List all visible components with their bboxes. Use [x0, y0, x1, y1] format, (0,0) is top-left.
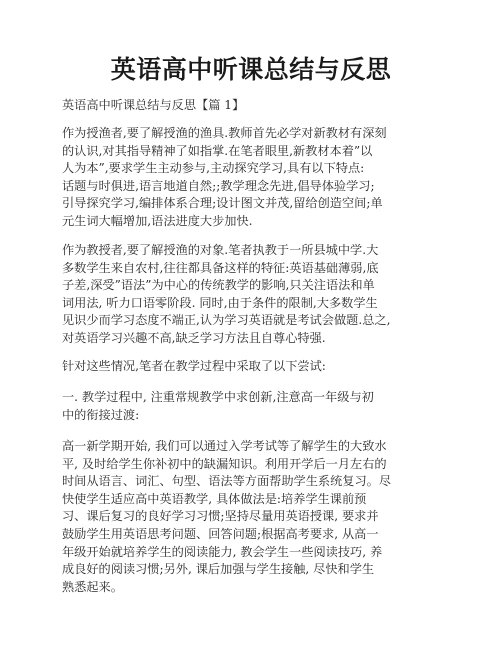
- paragraph-line: 词用法, 听力口语零阶段. 同时,由于条件的限制,大多数学生: [62, 295, 378, 310]
- paragraph-line: 年级开始就培养学生的阅读能力, 教会学生一些阅读技巧, 养: [62, 544, 383, 559]
- paragraph-line: 的认识,对其指导精神了如指掌.在笔者眼里,新教材本着”以: [62, 143, 373, 158]
- paragraph-line: 平, 及时给学生你补初中的缺漏知识。利用开学后一月左右的: [62, 456, 387, 471]
- paragraph-line: 引导探究学习,编排体系合理;设计图文并茂,留给创造空间;单: [62, 196, 383, 211]
- paragraph-line: 中的衔接过渡:: [62, 407, 140, 422]
- paragraph-line: 习、课后复习的良好学习习惯;坚持尽量用英语授课, 要求并: [62, 509, 379, 524]
- paragraph-line: 熟悉起来。: [62, 579, 123, 594]
- paragraph-line: 多数学生来自农村,往往都具备这样的特征:英语基础薄弱,底: [62, 260, 379, 275]
- paragraph-4: [62, 389, 442, 424]
- paragraph-line: 一. 教学过程中, 注重常规教学中求创新,注意高一年级与初: [62, 390, 374, 404]
- paragraph-line: 快使学生适应高中英语教学, 具体做法是:培养学生课前预: [62, 491, 367, 506]
- paragraph-5: [62, 438, 442, 596]
- document-title: 英语高中听课总结与反思: [110, 55, 392, 84]
- paragraph-line: 子差,深受”语法”为中心的传统教学的影响,只关注语法和单: [62, 278, 375, 293]
- section-heading: [62, 97, 442, 115]
- paragraph-line: 时间从语言、词汇、句型、语法等方面帮助学生系统复习。尽: [62, 474, 392, 489]
- paragraph-1: [62, 125, 442, 231]
- paragraph-2: [62, 242, 442, 348]
- section-heading-text: 英语高中听课总结与反思【篇 1】: [62, 98, 245, 112]
- paragraph-line: 话题与时俱进,语言地道自然;;教学理念先进,倡导体验学习;: [62, 178, 375, 193]
- paragraph-line: 鼓励学生用英语思考问题、回答问题;根据高考要求, 从高一: [62, 526, 379, 541]
- paragraph-line: 元生词大幅增加,语法进度大步加快.: [62, 213, 253, 228]
- paragraph-line: 人为本”,要求学生主动参与,主动探究学习,具有以下特点:: [62, 161, 365, 176]
- paragraph-line: 对英语学习兴趣不高,缺乏学习方法且自尊心特强.: [62, 330, 326, 345]
- paragraph-line: 成良好的阅读习惯;另外, 课后加强与学生接触, 尽快和学生: [62, 562, 375, 577]
- paragraph-3: [62, 358, 442, 376]
- paragraph-line: 针对这些情况,笔者在教学过程中采取了以下尝试:: [62, 359, 326, 373]
- paragraph-line: 作为教授者,要了解授渔的对象.笔者执教于一所县城中学.大: [62, 243, 379, 257]
- paragraph-line: 高一新学期开始, 我们可以通过入学考试等了解学生的大致水: [62, 439, 387, 453]
- paragraph-line: 作为授渔者,要了解授渔的渔具.教师首先必学对新教材有深刻: [62, 126, 387, 140]
- paragraph-line: 见识少而学习态度不端正,认为学习英语就是考试会做题.总之,: [62, 313, 391, 328]
